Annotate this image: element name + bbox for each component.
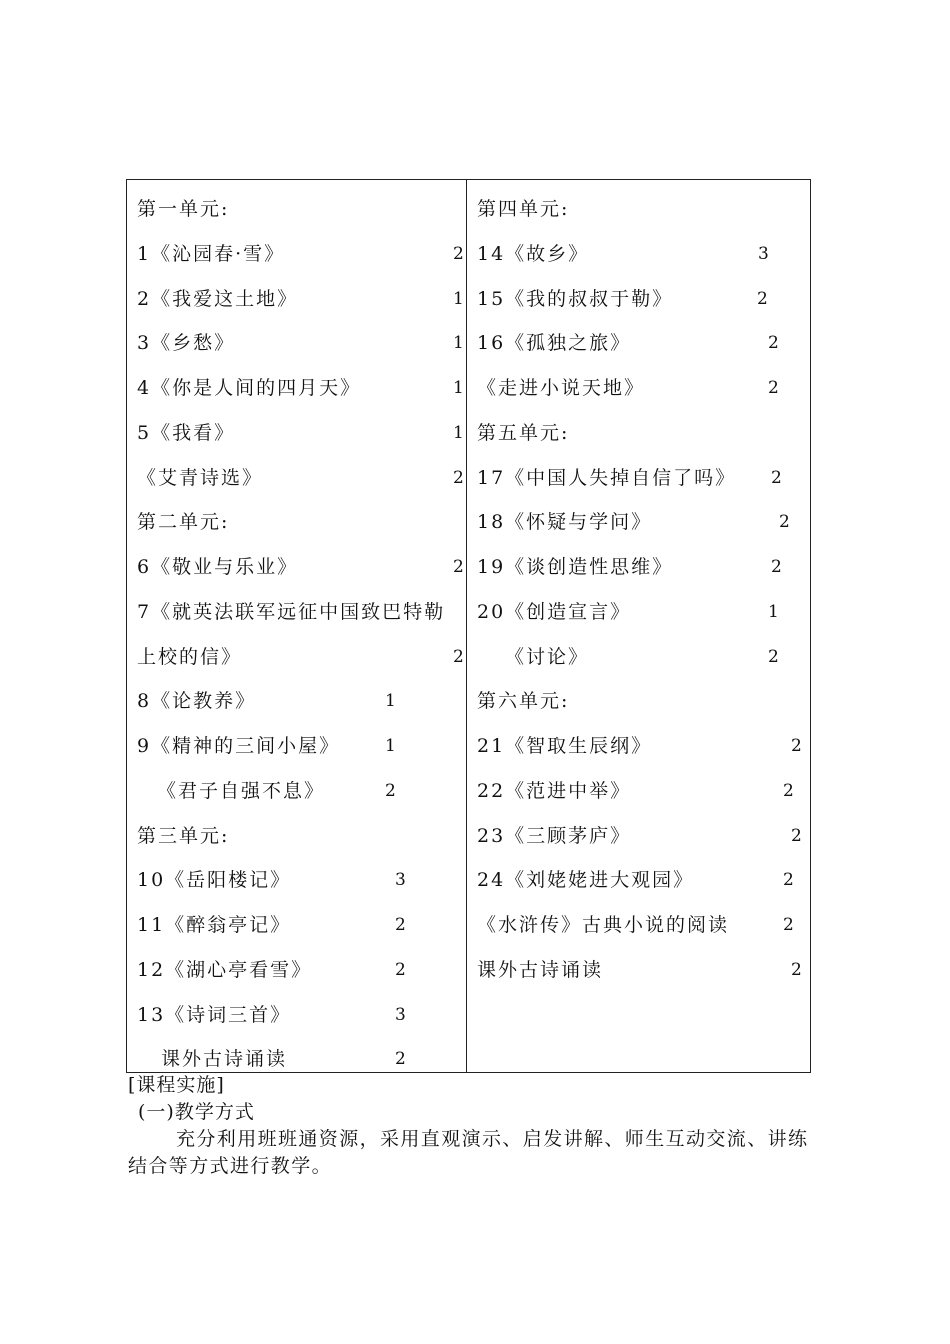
right-lesson-row (467, 955, 811, 985)
lesson-title: 22《范进中举》 (477, 779, 632, 802)
right-unit-heading-row (467, 194, 811, 224)
right-unit-heading-row (467, 418, 811, 448)
lesson-hours: 2 (791, 736, 802, 756)
implementation-section (128, 1072, 834, 1180)
teaching-method-line-1: 充分利用班班通资源，采用直观演示、启发讲解、师生互动交流、讲练 (176, 1128, 809, 1150)
implementation-heading: [课程实施] (128, 1074, 225, 1096)
lesson-title: 16《孤独之旅》 (477, 332, 632, 355)
lesson-hours: 2 (757, 288, 768, 309)
left-lesson-row (127, 284, 466, 314)
lesson-hours: 2 (453, 646, 464, 667)
right-lesson-row (467, 507, 811, 537)
left-lesson-row (127, 686, 466, 716)
lesson-title: 10《岳阳楼记》 (137, 869, 292, 892)
left-lesson-row (127, 731, 466, 761)
lesson-hours: 2 (395, 915, 406, 935)
right-lesson-row (467, 642, 811, 672)
lesson-hours: 2 (783, 915, 794, 935)
lesson-title: 24《刘姥姥进大观园》 (477, 869, 695, 892)
lesson-title: 6《敬业与乐业》 (137, 556, 299, 578)
lesson-hours: 1 (453, 422, 464, 443)
lesson-hours: 1 (385, 736, 396, 756)
right-lesson-row (467, 597, 811, 627)
left-lesson-row (127, 373, 466, 403)
lesson-title: 《君子自强不息》 (157, 779, 326, 802)
lesson-hours: 3 (395, 870, 406, 891)
lesson-hours: 1 (453, 288, 464, 309)
lesson-title: 课外古诗诵读 (161, 1048, 288, 1071)
lesson-hours: 2 (453, 243, 464, 264)
left-lesson-row (127, 552, 466, 582)
lesson-hours: 2 (771, 467, 782, 488)
lesson-title: 8《论教养》 (137, 690, 257, 713)
left-lesson-row (127, 239, 466, 269)
lesson-hours: 2 (768, 333, 779, 354)
lesson-hours: 1 (453, 333, 464, 354)
left-lesson-row (127, 955, 466, 985)
lesson-hours: 1 (768, 601, 779, 622)
teaching-method-heading: (一)教学方式 (138, 1101, 255, 1123)
unit-heading: 第四单元: (477, 198, 570, 220)
lesson-title: 《讨论》 (505, 645, 590, 668)
lesson-title: 1《沁园春·雪》 (137, 242, 286, 265)
lesson-title: 上校的信》 (137, 645, 243, 668)
right-lesson-row (467, 373, 811, 403)
right-lesson-row (467, 463, 811, 493)
unit-heading: 第二单元: (137, 511, 230, 534)
lesson-hours: 2 (783, 870, 794, 891)
lesson-hours: 3 (758, 243, 769, 264)
lesson-title: 《走进小说天地》 (477, 377, 646, 399)
lesson-hours: 2 (385, 780, 396, 801)
left-lesson-row (127, 642, 466, 672)
lesson-hours: 2 (768, 646, 779, 667)
lesson-title: 20《创造宣言》 (477, 600, 632, 623)
lesson-hours: 2 (395, 959, 406, 980)
curriculum-table (126, 179, 811, 1073)
right-lesson-row (467, 552, 811, 582)
left-lesson-row (127, 1044, 466, 1074)
lesson-hours: 1 (453, 378, 464, 398)
lesson-hours: 3 (395, 1004, 406, 1025)
unit-heading: 第一单元: (137, 198, 230, 220)
left-lesson-row (127, 865, 466, 895)
right-lesson-row (467, 865, 811, 895)
teaching-method-paragraph (128, 1126, 834, 1180)
lesson-title: 3《乡愁》 (137, 332, 236, 355)
left-lesson-row (127, 1000, 466, 1030)
lesson-title: 21《智取生辰纲》 (477, 735, 653, 757)
lesson-title: 12《湖心亭看雪》 (137, 958, 313, 981)
lesson-title: 14《故乡》 (477, 242, 590, 265)
lesson-hours: 2 (791, 825, 802, 846)
lesson-title: 《水浒传》古典小说的阅读 (477, 914, 730, 936)
left-lesson-row (127, 418, 466, 448)
unit-heading: 第六单元: (477, 690, 570, 713)
lesson-title: 2《我爱这土地》 (137, 287, 299, 310)
unit-heading: 第五单元: (477, 421, 570, 444)
left-lesson-row (127, 910, 466, 940)
left-lesson-row (127, 463, 466, 493)
left-unit-heading-row (127, 507, 466, 537)
teaching-method-line-2: 结合等方式进行教学。 (128, 1155, 333, 1177)
lesson-hours: 2 (771, 557, 782, 577)
lesson-title: 《艾青诗选》 (137, 466, 264, 489)
lesson-hours: 2 (453, 467, 464, 488)
lesson-title: 19《谈创造性思维》 (477, 556, 674, 578)
lesson-title: 5《我看》 (137, 421, 236, 444)
left-lesson-row (127, 328, 466, 358)
right-lesson-row (467, 731, 811, 761)
lesson-hours: 2 (395, 1049, 406, 1070)
lesson-title: 13《诗词三首》 (137, 1003, 292, 1026)
lesson-title: 课外古诗诵读 (477, 958, 604, 981)
lesson-title: 23《三顾茅庐》 (477, 824, 632, 847)
lesson-hours: 2 (779, 512, 790, 533)
lesson-hours: 2 (768, 378, 779, 398)
left-unit-heading-row (127, 597, 466, 627)
right-lesson-row (467, 239, 811, 269)
lesson-hours: 2 (791, 959, 802, 980)
left-unit-heading-row (127, 821, 466, 851)
right-lesson-row (467, 821, 811, 851)
unit-heading: 7《就英法联军远征中国致巴特勒 (137, 600, 446, 623)
right-lesson-row (467, 910, 811, 940)
right-unit-heading-row (467, 686, 811, 716)
lesson-title: 17《中国人失掉自信了吗》 (477, 466, 737, 489)
lesson-hours: 2 (783, 780, 794, 801)
left-lesson-row (127, 776, 466, 806)
right-lesson-row (467, 328, 811, 358)
lesson-title: 4《你是人间的四月天》 (137, 377, 362, 399)
right-lesson-row (467, 776, 811, 806)
unit-heading: 第三单元: (137, 824, 230, 847)
left-unit-heading-row (127, 194, 466, 224)
lesson-title: 9《精神的三间小屋》 (137, 735, 341, 757)
lesson-title: 18《怀疑与学问》 (477, 511, 653, 534)
lesson-title: 15《我的叔叔于勒》 (477, 287, 674, 310)
lesson-hours: 2 (453, 557, 464, 577)
lesson-title: 11《醉翁亭记》 (137, 914, 292, 936)
right-lesson-row (467, 284, 811, 314)
lesson-hours: 1 (385, 691, 396, 712)
